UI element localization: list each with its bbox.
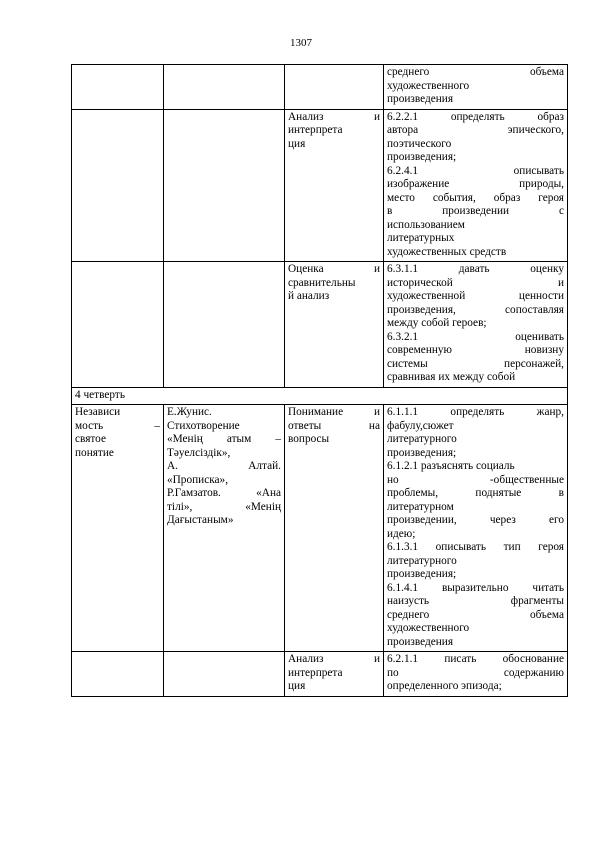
cell-text-line: но -общественные — [387, 473, 564, 486]
table-row — [72, 652, 568, 697]
cell-text-line: Анализ и — [288, 110, 380, 123]
texts-cell — [164, 109, 285, 262]
cell-text-line: определенного эпизода; — [387, 680, 502, 692]
topic-cell — [72, 109, 164, 262]
cell-text-line: использованием — [387, 218, 465, 231]
cell-text-line: среднего объема — [387, 608, 564, 621]
cell-text-line: «Менің атым – — [167, 433, 281, 445]
cell-text-line: Стихотворение — [167, 419, 240, 432]
cell-text-line: между собой героев; — [387, 317, 487, 329]
cell-text-line: мость – — [75, 419, 160, 432]
cell-text-line: произведения; — [387, 446, 457, 459]
cell-text-line: 6.3.1.1 давать оценку — [387, 263, 564, 275]
cell-text-line: Независи — [75, 406, 121, 418]
goals-cell — [384, 262, 568, 388]
cell-text-line: Дағыстаным» — [167, 514, 234, 526]
cell-text-line: Тәуелсіздік», — [167, 446, 231, 459]
cell-text-line: изображение природы, — [387, 178, 564, 190]
goals-cell — [384, 65, 568, 110]
cell-text-line: место события, образ героя — [387, 191, 564, 204]
texts-cell — [164, 262, 285, 388]
cell-text-line: 6.2.1.1 писать обоснование — [387, 653, 564, 665]
goals-cell — [384, 109, 568, 262]
cell-text-line: понятие — [75, 446, 114, 459]
cell-text-line: 6.2.4.1 описывать — [387, 164, 564, 177]
topic-cell — [72, 652, 164, 697]
cell-text-line: системы персонажей, — [387, 357, 564, 370]
cell-text-line: художественной ценности — [387, 290, 564, 302]
cell-text-line: 6.1.2.1 разъяснять социаль — [387, 460, 515, 472]
cell-text-line: вопросы — [288, 433, 330, 445]
cell-text-line: поэтического — [387, 137, 452, 150]
table-row — [72, 262, 568, 388]
cell-text-line: сравнительны — [288, 276, 356, 289]
cell-text-line: произведении, через его — [387, 514, 564, 526]
skill-cell — [285, 109, 384, 262]
cell-text-line: произведения, сопоставляя — [387, 303, 564, 316]
cell-text-line: интерпрета — [288, 124, 343, 136]
cell-text-line: исторической и — [387, 276, 564, 289]
cell-text-line: произведения; — [387, 151, 457, 163]
cell-text-line: 6.1.4.1 выразительно читать — [387, 581, 564, 594]
cell-text-line: «Прописка», — [167, 473, 229, 486]
cell-text-line: й анализ — [288, 290, 330, 302]
cell-text-line: Оценка и — [288, 263, 380, 275]
cell-text-line: ция — [288, 680, 306, 692]
cell-text-line: Анализ и — [288, 653, 380, 665]
cell-text-line: произведения — [387, 635, 454, 648]
cell-text-line: литературного — [387, 554, 457, 567]
cell-text-line: литературного — [387, 433, 457, 445]
cell-text-line: Е.Жунис. — [167, 406, 212, 418]
goals-cell — [384, 405, 568, 652]
table-row — [72, 405, 568, 652]
cell-text-line: художественных средств — [387, 245, 507, 258]
cell-text-line: идею; — [387, 527, 416, 540]
cell-text-line: святое — [75, 433, 106, 445]
curriculum-table — [71, 64, 568, 697]
cell-text-line: фабулу,сюжет — [387, 419, 454, 432]
skill-cell — [285, 405, 384, 652]
goals-cell — [384, 652, 568, 697]
quarter-label: 4 четверть — [72, 387, 568, 405]
cell-text-line: Понимание и — [288, 406, 380, 418]
cell-text-line: тілі», «Менің — [167, 500, 281, 513]
cell-text-line: проблемы, поднятые в — [387, 487, 564, 499]
cell-text-line: литературных — [387, 232, 455, 244]
skill-cell — [285, 652, 384, 697]
cell-text-line: художественного — [387, 622, 470, 634]
skill-cell — [285, 65, 384, 110]
cell-text-line: А. Алтай. — [167, 460, 281, 472]
texts-cell — [164, 65, 285, 110]
cell-text-line: среднего объема — [387, 66, 564, 78]
cell-text-line: художественного — [387, 79, 470, 92]
texts-cell — [164, 405, 285, 652]
cell-text-line: ция — [288, 137, 306, 150]
cell-text-line: современную новизну — [387, 344, 564, 356]
cell-text-line: 6.2.2.1 определять образ — [387, 110, 564, 123]
cell-text-line: ответы на — [288, 419, 380, 432]
topic-cell — [72, 262, 164, 388]
page-number: 1307 — [290, 37, 312, 49]
cell-text-line: 6.1.1.1 определять жанр, — [387, 406, 564, 418]
cell-text-line: произведения — [387, 93, 454, 105]
cell-text-line: наизусть фрагменты — [387, 595, 564, 607]
cell-text-line: в произведении с — [387, 205, 564, 217]
topic-cell — [72, 65, 164, 110]
quarter-row — [72, 387, 568, 405]
cell-text-line: произведения; — [387, 568, 457, 580]
table-row — [72, 65, 568, 110]
cell-text-line: интерпрета — [288, 666, 343, 679]
cell-text-line: литературном — [387, 500, 454, 513]
texts-cell — [164, 652, 285, 697]
cell-text-line: сравнивая их между собой — [387, 371, 516, 383]
cell-text-line: по содержанию — [387, 666, 564, 679]
cell-text-line: 6.1.3.1 описывать тип героя — [387, 541, 564, 553]
topic-cell — [72, 405, 164, 652]
cell-text-line: автора эпического, — [387, 124, 564, 136]
cell-text-line: Р.Гамзатов. «Ана — [167, 487, 281, 499]
table-row — [72, 109, 568, 262]
cell-text-line: 6.3.2.1 оценивать — [387, 330, 564, 343]
skill-cell — [285, 262, 384, 388]
